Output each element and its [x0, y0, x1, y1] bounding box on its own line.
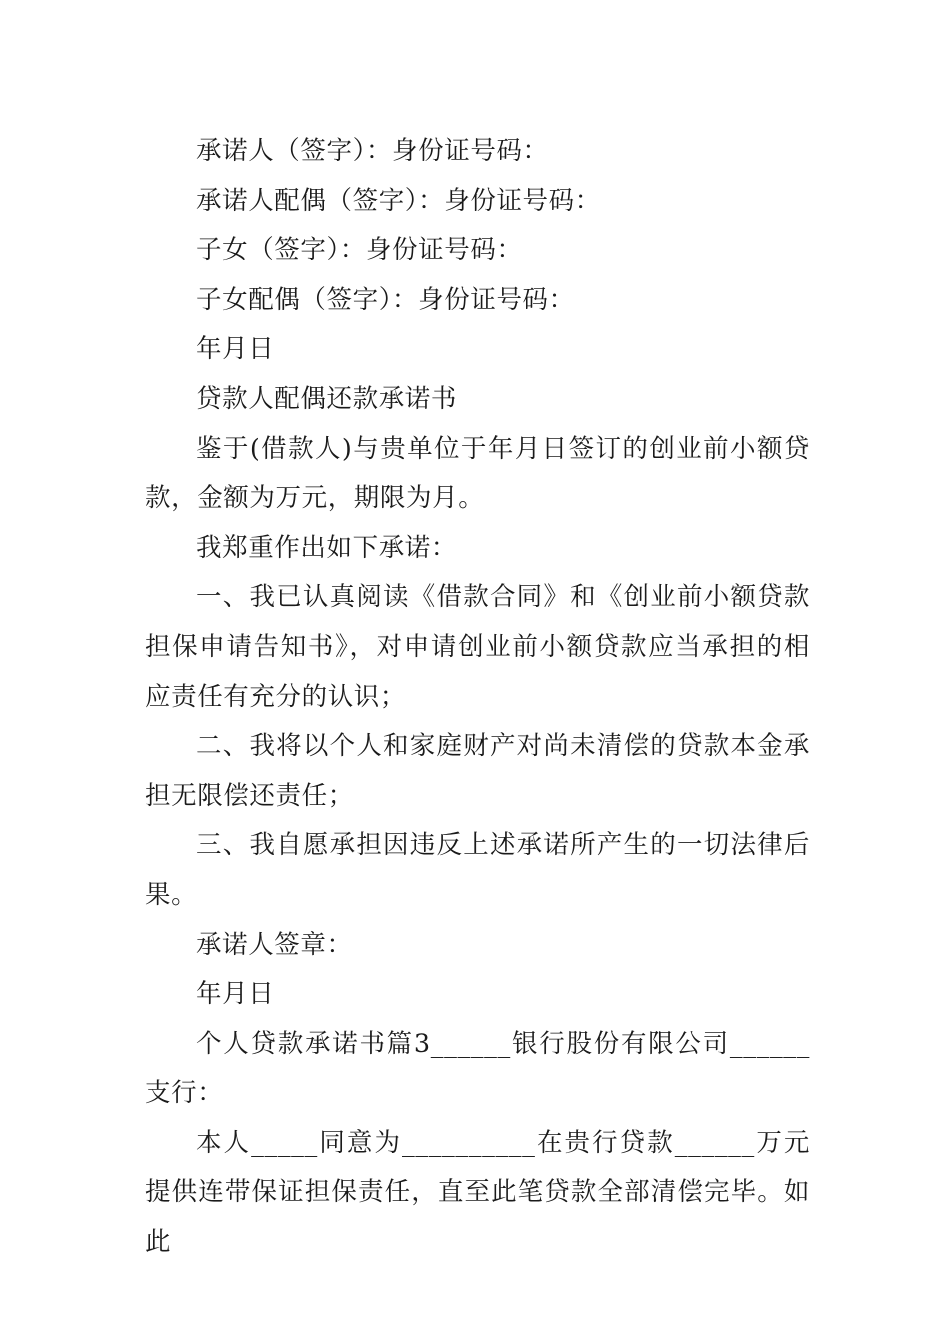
guarantee-paragraph: 本人_____同意为__________在贵行贷款______万元提供连带保证担保责任，直至此笔贷款全部清偿完毕。如此 — [145, 1127, 810, 1258]
letter-header: 个人贷款承诺书篇3______银行股份有限公司______支行： — [145, 1028, 810, 1109]
date-line: 年月日 — [196, 334, 275, 365]
signature-line-spouse: 承诺人配偶（签字）：身份证号码： — [196, 185, 601, 216]
signature-line-child-spouse: 子女配偶（签字）：身份证号码： — [196, 284, 575, 315]
promise-intro: 我郑重作出如下承诺： — [196, 532, 458, 563]
document-body — [145, 127, 810, 1268]
section-title: 贷款人配偶还款承诺书 — [196, 383, 458, 414]
promise-item-3: 三、我自愿承担因违反上述承诺所产生的一切法律后果。 — [145, 830, 810, 910]
signature-line-promisor: 承诺人（签字）：身份证号码： — [196, 136, 549, 166]
promise-item-1: 一、我已认真阅读《借款合同》和《创业前小额贷款担保申请告知书》，对申请创业前小额贷款应当承担的相应责任有充分的认识； — [145, 582, 810, 712]
signature-line-child: 子女（签字）：身份证号码： — [196, 235, 523, 266]
loan-statement-paragraph: 鉴于(借款人)与贵单位于年月日签订的创业前小额贷款，金额为万元，期限为月。 — [145, 433, 810, 514]
signature-stamp-line: 承诺人签章： — [196, 929, 353, 960]
date-line-2: 年月日 — [196, 979, 275, 1010]
promise-item-2: 二、我将以个人和家庭财产对尚未清偿的贷款本金承担无限偿还责任； — [145, 731, 810, 811]
